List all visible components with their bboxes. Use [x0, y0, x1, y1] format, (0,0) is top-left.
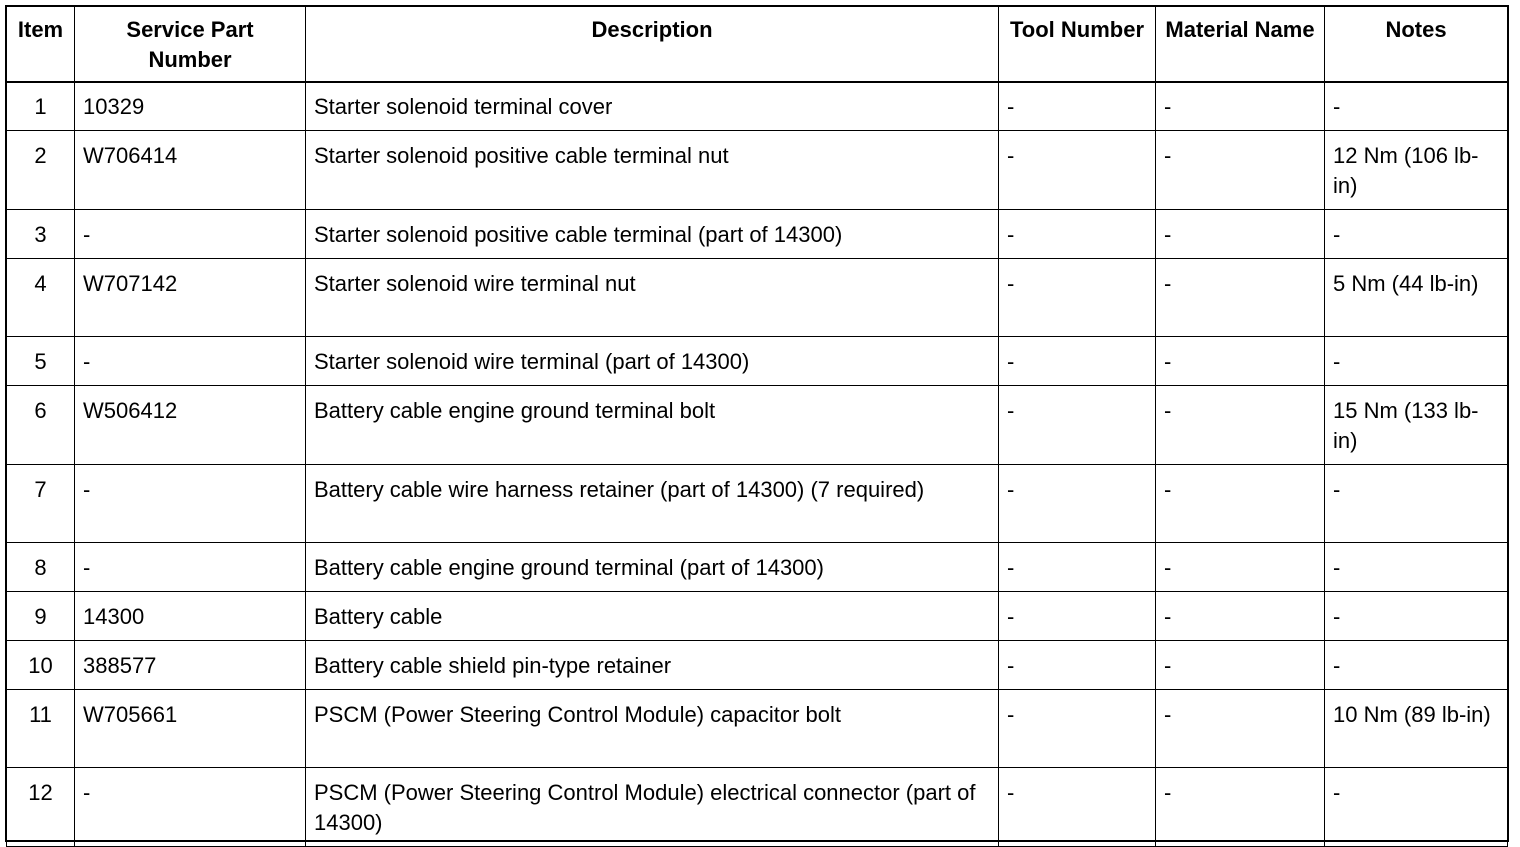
table-row: [7, 259, 1508, 337]
cell-tool-number: -: [999, 386, 1156, 465]
table-header-row: [7, 7, 1508, 82]
header-description: Description: [306, 7, 999, 82]
cell-description: Battery cable engine ground terminal bolt: [306, 386, 999, 465]
table-row: [7, 592, 1508, 641]
cell-item: 10: [7, 641, 75, 690]
cell-tool-number: -: [999, 259, 1156, 337]
cell-part-number: -: [75, 768, 306, 847]
cell-material-name: -: [1156, 465, 1325, 543]
cell-notes: -: [1325, 465, 1508, 543]
cell-notes: 15 Nm (133 lb-in): [1325, 386, 1508, 465]
header-tool-number: Tool Number: [999, 7, 1156, 82]
cell-notes: 12 Nm (106 lb-in): [1325, 131, 1508, 210]
parts-table: [6, 6, 1508, 847]
cell-notes: -: [1325, 543, 1508, 592]
cell-notes: -: [1325, 592, 1508, 641]
cell-material-name: -: [1156, 210, 1325, 259]
cell-material-name: -: [1156, 131, 1325, 210]
cell-material-name: -: [1156, 690, 1325, 768]
cell-part-number: W506412: [75, 386, 306, 465]
cell-part-number: W705661: [75, 690, 306, 768]
cell-description: Starter solenoid wire terminal (part of 14300): [306, 337, 999, 386]
header-service-part-number: Service Part Number: [75, 7, 306, 82]
cell-notes: 10 Nm (89 lb-in): [1325, 690, 1508, 768]
cell-material-name: -: [1156, 768, 1325, 847]
cell-material-name: -: [1156, 641, 1325, 690]
cell-description: PSCM (Power Steering Control Module) electrical connector (part of 14300): [306, 768, 999, 847]
cell-item: 1: [7, 82, 75, 131]
cell-description: Starter solenoid wire terminal nut: [306, 259, 999, 337]
table-row: [7, 386, 1508, 465]
cell-description: PSCM (Power Steering Control Module) capacitor bolt: [306, 690, 999, 768]
cell-tool-number: -: [999, 543, 1156, 592]
cell-notes: -: [1325, 768, 1508, 847]
cell-part-number: W706414: [75, 131, 306, 210]
cell-item: 8: [7, 543, 75, 592]
cell-tool-number: -: [999, 592, 1156, 641]
cell-notes: -: [1325, 337, 1508, 386]
cell-tool-number: -: [999, 210, 1156, 259]
cell-description: Starter solenoid positive cable terminal (part of 14300): [306, 210, 999, 259]
cell-item: 9: [7, 592, 75, 641]
cell-description: Battery cable engine ground terminal (part of 14300): [306, 543, 999, 592]
header-item: Item: [7, 7, 75, 82]
cell-tool-number: -: [999, 690, 1156, 768]
cell-part-number: 10329: [75, 82, 306, 131]
table-row: [7, 641, 1508, 690]
cell-description: Starter solenoid terminal cover: [306, 82, 999, 131]
table-row: [7, 82, 1508, 131]
cell-material-name: -: [1156, 592, 1325, 641]
cell-item: 2: [7, 131, 75, 210]
cell-item: 5: [7, 337, 75, 386]
cell-tool-number: -: [999, 337, 1156, 386]
table-row: [7, 690, 1508, 768]
table-row: [7, 131, 1508, 210]
cell-description: Battery cable: [306, 592, 999, 641]
cell-item: 6: [7, 386, 75, 465]
cell-notes: -: [1325, 82, 1508, 131]
cell-item: 7: [7, 465, 75, 543]
cell-material-name: -: [1156, 543, 1325, 592]
table-row: [7, 465, 1508, 543]
table-row: [7, 210, 1508, 259]
cell-notes: 5 Nm (44 lb-in): [1325, 259, 1508, 337]
cell-part-number: -: [75, 210, 306, 259]
cell-tool-number: -: [999, 465, 1156, 543]
cell-material-name: -: [1156, 259, 1325, 337]
cell-notes: -: [1325, 641, 1508, 690]
cell-part-number: -: [75, 337, 306, 386]
cell-item: 12: [7, 768, 75, 847]
header-material-name: Material Name: [1156, 7, 1325, 82]
cell-tool-number: -: [999, 131, 1156, 210]
cell-part-number: -: [75, 465, 306, 543]
table-row: [7, 337, 1508, 386]
cell-tool-number: -: [999, 641, 1156, 690]
cell-item: 4: [7, 259, 75, 337]
cell-material-name: -: [1156, 386, 1325, 465]
cell-material-name: -: [1156, 337, 1325, 386]
cell-notes: -: [1325, 210, 1508, 259]
header-notes: Notes: [1325, 7, 1508, 82]
cell-part-number: 388577: [75, 641, 306, 690]
table-row: [7, 543, 1508, 592]
cell-part-number: 14300: [75, 592, 306, 641]
cell-part-number: W707142: [75, 259, 306, 337]
cell-item: 11: [7, 690, 75, 768]
cell-description: Starter solenoid positive cable terminal nut: [306, 131, 999, 210]
cell-description: Battery cable shield pin-type retainer: [306, 641, 999, 690]
cell-material-name: -: [1156, 82, 1325, 131]
table-row: [7, 768, 1508, 847]
cell-tool-number: -: [999, 768, 1156, 847]
cell-item: 3: [7, 210, 75, 259]
cell-tool-number: -: [999, 82, 1156, 131]
cell-description: Battery cable wire harness retainer (part of 14300) (7 required): [306, 465, 999, 543]
cell-part-number: -: [75, 543, 306, 592]
